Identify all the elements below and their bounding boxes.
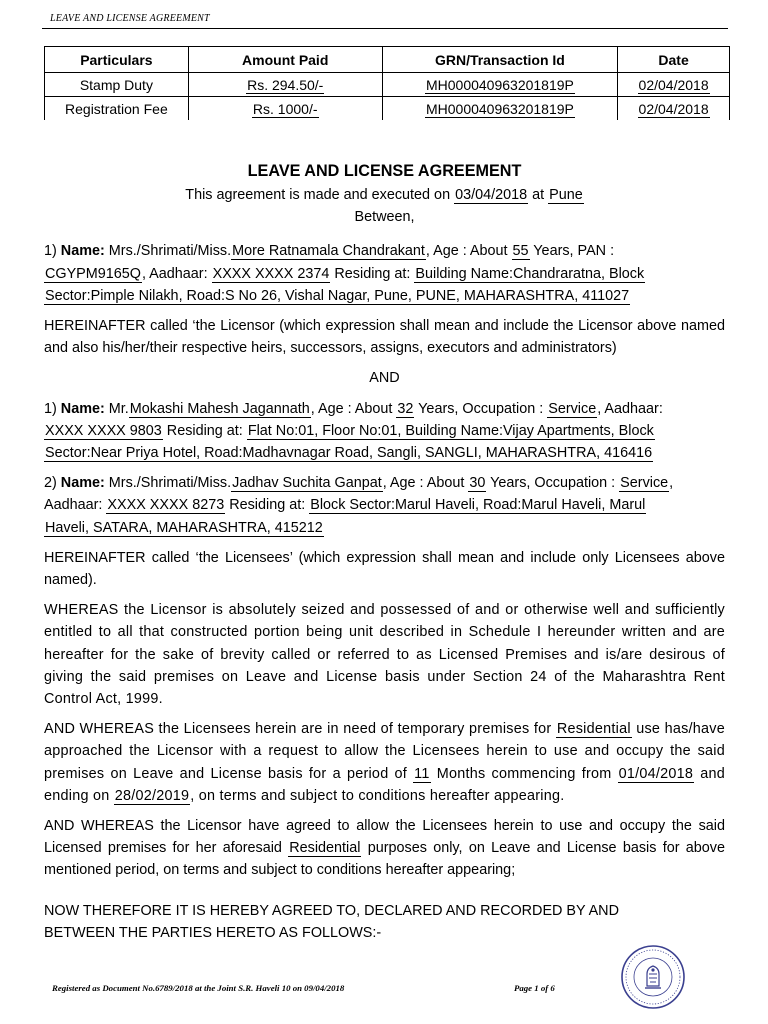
- table-cell: Registration Fee: [45, 97, 189, 121]
- intro-text: This agreement is made and executed on: [185, 187, 455, 203]
- licensee-address: Block Sector:Marul Haveli, Road:Marul Haveli, Marul: [310, 497, 646, 514]
- licensee-occupation: Service: [620, 475, 669, 492]
- name-label: Name:: [60, 243, 105, 260]
- license-end-date: 28/02/2019: [114, 787, 190, 804]
- age-label: , Age : About: [382, 475, 469, 492]
- clause-text: and ending on: [44, 765, 725, 804]
- table-row: [45, 73, 730, 97]
- licensor-aadhaar: XXXX XXXX 2374: [212, 265, 330, 282]
- licensor-name: More Ratnamala Chandrakant: [232, 243, 425, 260]
- whereas-paragraph-3: [44, 815, 725, 882]
- aadhaar-label: ,: [669, 475, 674, 492]
- intro-text: at: [528, 187, 549, 203]
- licensee2-paragraph: [44, 472, 725, 539]
- date-value: 02/04/2018: [638, 100, 709, 117]
- licensee-age: 32: [397, 400, 414, 417]
- occupation-label: Years, Occupation :: [486, 475, 620, 492]
- name-prefix: Mr.: [104, 400, 129, 417]
- fees-table-header-row: [45, 47, 730, 73]
- party-number: 1): [44, 400, 61, 417]
- licensor-address: Building Name:Chandraratna, Block: [415, 265, 645, 282]
- licensee-name: Mokashi Mahesh Jagannath: [129, 400, 310, 417]
- table-cell: [188, 97, 382, 121]
- aadhaar-label: Aadhaar:: [44, 497, 107, 514]
- and-separator: AND: [369, 370, 400, 387]
- page-number: Page 1 of 6: [514, 983, 555, 993]
- license-start-date: 01/04/2018: [618, 765, 694, 782]
- document-title: LEAVE AND LICENSE AGREEMENT: [247, 162, 522, 180]
- licensee-age: 30: [469, 475, 486, 492]
- residing-label: Residing at:: [225, 497, 310, 514]
- table-cell: [618, 73, 730, 97]
- licensor-address: Sector:Pimple Nilakh, Road:S No 26, Vishal Nagar, Pune, PUNE, MAHARASHTRA, 411027: [45, 287, 630, 304]
- table-cell: [618, 97, 730, 121]
- hereinafter-licensor: HEREINAFTER called ‘the Licensor (which expression shall mean and include the Licensor above named and also his/her/their respective heirs, successors, assigns, executors and administrators): [44, 318, 725, 357]
- premises-use: Residential: [289, 840, 361, 857]
- licensee-name: Jadhav Suchita Ganpat: [232, 475, 382, 492]
- licensor-paragraph: [44, 240, 725, 307]
- residing-label: Residing at:: [162, 422, 247, 439]
- name-label: Name:: [60, 475, 105, 492]
- clause-text: purposes only, on Leave and License basis for above mentioned period, on terms and subject to conditions hereafter appearing;: [44, 840, 725, 879]
- column-header: Date: [618, 47, 730, 73]
- agreement-date: 03/04/2018: [455, 187, 528, 203]
- licensee1-paragraph: [44, 398, 725, 465]
- pan-label: Years, PAN :: [529, 243, 615, 260]
- column-header: Amount Paid: [188, 47, 382, 73]
- intro-line: [44, 184, 725, 206]
- table-cell: [188, 73, 382, 97]
- clause-text: use has/have approached the Licensor with a request to allow the Licensees herein to use and occupy the said premises on Leave and License basis for a period of: [44, 721, 725, 782]
- column-header: GRN/Transaction Id: [382, 47, 618, 73]
- table-cell: [382, 97, 618, 121]
- agreement-place: Pune: [549, 187, 583, 203]
- table-row: [45, 97, 730, 121]
- name-prefix: Mrs./Shrimati/Miss.: [104, 475, 232, 492]
- now-therefore-clause: NOW THEREFORE IT IS HEREBY AGREED TO, DECLARED AND RECORDED BY AND BETWEEN THE PARTIES HERETO AS FOLLOWS:-: [44, 902, 619, 941]
- premises-use: Residential: [556, 721, 631, 738]
- grn-value: MH000040963201819P: [425, 100, 574, 117]
- header-rule: [42, 28, 728, 29]
- government-seal-icon: [620, 944, 686, 1010]
- running-header: LEAVE AND LICENSE AGREEMENT: [50, 13, 210, 24]
- name-label: Name:: [60, 400, 105, 417]
- licensee-occupation: Service: [548, 400, 597, 417]
- clause-text: Months commencing from: [430, 765, 618, 782]
- licensor-pan: CGYPM9165Q: [45, 265, 141, 282]
- name-prefix: Mrs./Shrimati/Miss.: [104, 243, 232, 260]
- amount-value: Rs. 1000/-: [252, 100, 318, 117]
- license-period-months: 11: [414, 765, 430, 782]
- licensee-address: Flat No:01, Floor No:01, Building Name:Vijay Apartments, Block: [247, 422, 654, 439]
- fees-table: [44, 46, 730, 120]
- registration-note: Registered as Document No.6789/2018 at the Joint S.R. Haveli 10 on 09/04/2018: [52, 983, 345, 993]
- aadhaar-label: , Aadhaar:: [597, 400, 663, 417]
- amount-value: Rs. 294.50/-: [247, 76, 324, 93]
- occupation-label: Years, Occupation :: [414, 400, 548, 417]
- date-value: 02/04/2018: [638, 76, 709, 93]
- licensee-aadhaar: XXXX XXXX 9803: [45, 422, 162, 439]
- between-line: Between,: [354, 209, 415, 226]
- agreement-body: [44, 160, 725, 952]
- party-number: 2): [44, 475, 61, 492]
- clause-text: , on terms and subject to conditions hereafter appearing.: [190, 787, 565, 804]
- clause-text: AND WHEREAS the Licensees herein are in need of temporary premises for: [44, 721, 556, 738]
- table-cell: Stamp Duty: [45, 73, 189, 97]
- residing-label: Residing at:: [330, 265, 415, 282]
- licensee-address: Sector:Near Priya Hotel, Road:Madhavnagar Road, Sangli, SANGLI, MAHARASHTRA, 416416: [45, 445, 653, 462]
- licensee-address: Haveli, SATARA, MAHARASHTRA, 415212: [45, 519, 323, 536]
- column-header: Particulars: [45, 47, 189, 73]
- aadhaar-label: , Aadhaar:: [141, 265, 212, 282]
- licensor-age: 55: [512, 243, 529, 260]
- age-label: , Age : About: [310, 400, 397, 417]
- party-number: 1): [44, 243, 61, 260]
- age-label: , Age : About: [425, 243, 512, 260]
- grn-value: MH000040963201819P: [425, 76, 574, 93]
- licensee-aadhaar: XXXX XXXX 8273: [107, 497, 225, 514]
- whereas-paragraph-1: WHEREAS the Licensor is absolutely seized and possessed of and or otherwise well and sufficiently entitled to all that constructed portion being unit described in Schedule I hereunder written and are hereafter for the sake of brevity called or referred to as Licensed Premises and is/are desirous of giving the said premises on Leave and License basis under Section 24 of the Maharashtra Rent Control Act, 1999.: [44, 602, 725, 708]
- clause-text: AND WHEREAS the Licensor have agreed to allow the Licensees herein to use and occupy the said Licensed premises for her aforesaid: [44, 818, 725, 857]
- whereas-paragraph-2: [44, 718, 725, 807]
- page-footer: [52, 983, 572, 993]
- table-cell: [382, 73, 618, 97]
- hereinafter-licensees: HEREINAFTER called ‘the Licensees’ (which expression shall mean and include only Licensees above named).: [44, 549, 725, 589]
